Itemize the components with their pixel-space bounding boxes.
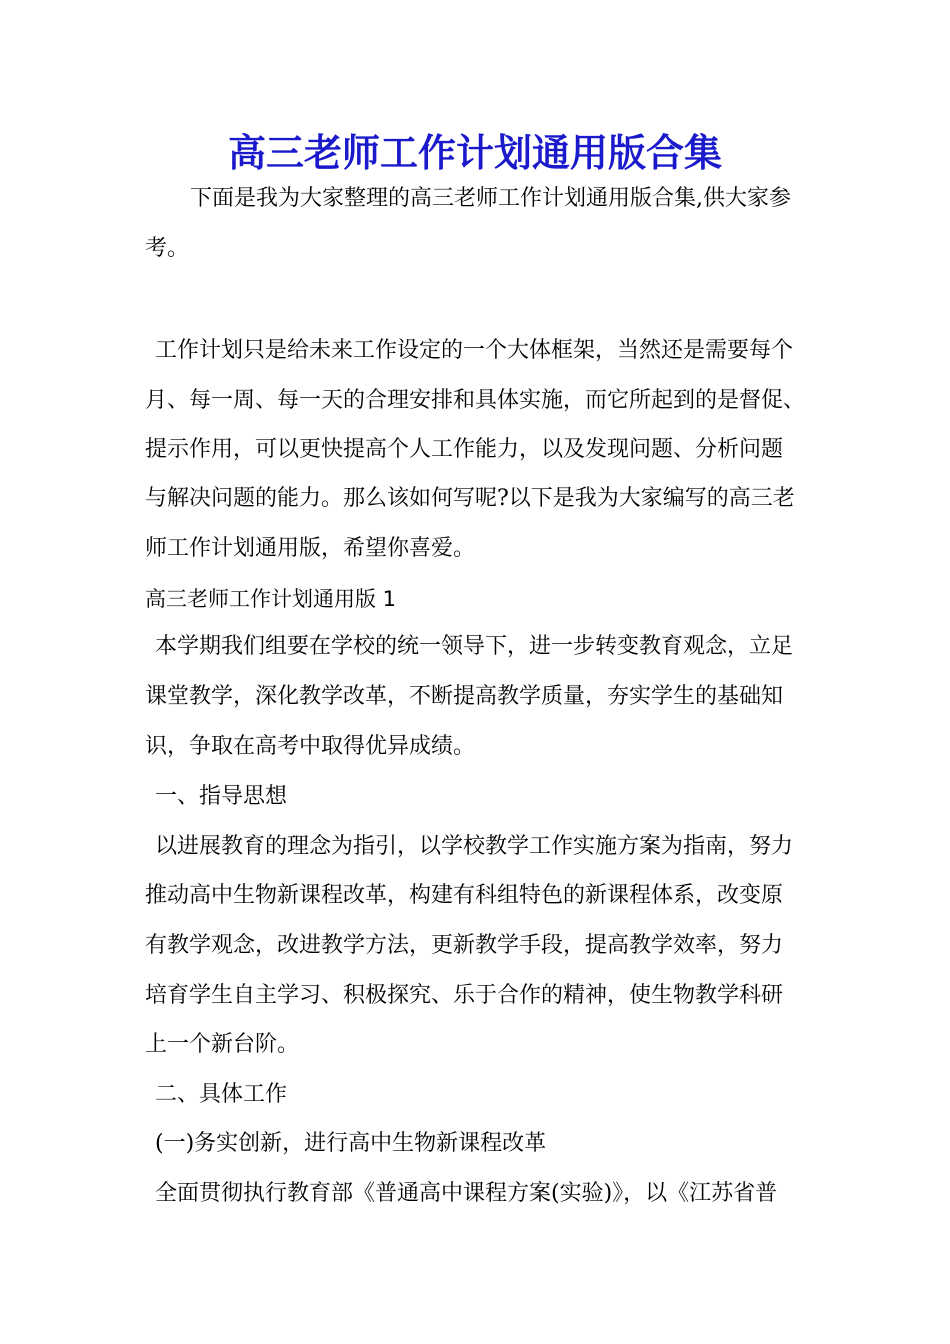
- section-heading-version-1: 高三老师工作计划通用版 1: [145, 587, 397, 611]
- heading-specific-work: 二、具体工作: [155, 1082, 288, 1107]
- intro-line-2: 考。: [145, 236, 190, 261]
- paragraph-line: 培育学生自主学习、积极探究、乐于合作的精神，使生物教学科研: [145, 983, 784, 1008]
- paragraph-line: 上一个新台阶。: [145, 1032, 300, 1057]
- subheading-curriculum-reform: (一)务实创新，进行高中生物新课程改革: [155, 1131, 547, 1156]
- paragraph-line: 识，争取在高考中取得优异成绩。: [145, 734, 476, 759]
- paragraph-line: 与解决问题的能力。那么该如何写呢?以下是我为大家编写的高三老: [145, 486, 795, 511]
- paragraph-line: 以进展教育的理念为指引，以学校教学工作实施方案为指南，努力: [155, 834, 794, 859]
- document-title: 高三老师工作计划通用版合集: [227, 130, 722, 175]
- paragraph-line: 全面贯彻执行教育部《普通高中课程方案(实验)》，以《江苏省普: [155, 1181, 778, 1206]
- paragraph-line: 有教学观念，改进教学方法，更新教学手段，提高教学效率，努力: [145, 933, 784, 958]
- heading-guiding-thought: 一、指导思想: [155, 784, 288, 809]
- paragraph-line: 月、每一周、每一天的合理安排和具体实施，而它所起到的是督促、: [145, 388, 806, 413]
- intro-line-1: 下面是我为大家整理的高三老师工作计划通用版合集,供大家参: [190, 186, 791, 211]
- paragraph-line: 师工作计划通用版，希望你喜爱。: [145, 536, 476, 561]
- paragraph-line: 提示作用，可以更快提高个人工作能力，以及发现问题、分析问题: [145, 437, 784, 462]
- paragraph-line: 推动高中生物新课程改革，构建有科组特色的新课程体系，改变原: [145, 883, 784, 908]
- paragraph-line: 课堂教学，深化教学改革，不断提高教学质量，夯实学生的基础知: [145, 684, 784, 709]
- paragraph-line: 本学期我们组要在学校的统一领导下，进一步转变教育观念，立足: [155, 634, 794, 659]
- paragraph-line: 工作计划只是给未来工作设定的一个大体框架，当然还是需要每个: [155, 338, 794, 363]
